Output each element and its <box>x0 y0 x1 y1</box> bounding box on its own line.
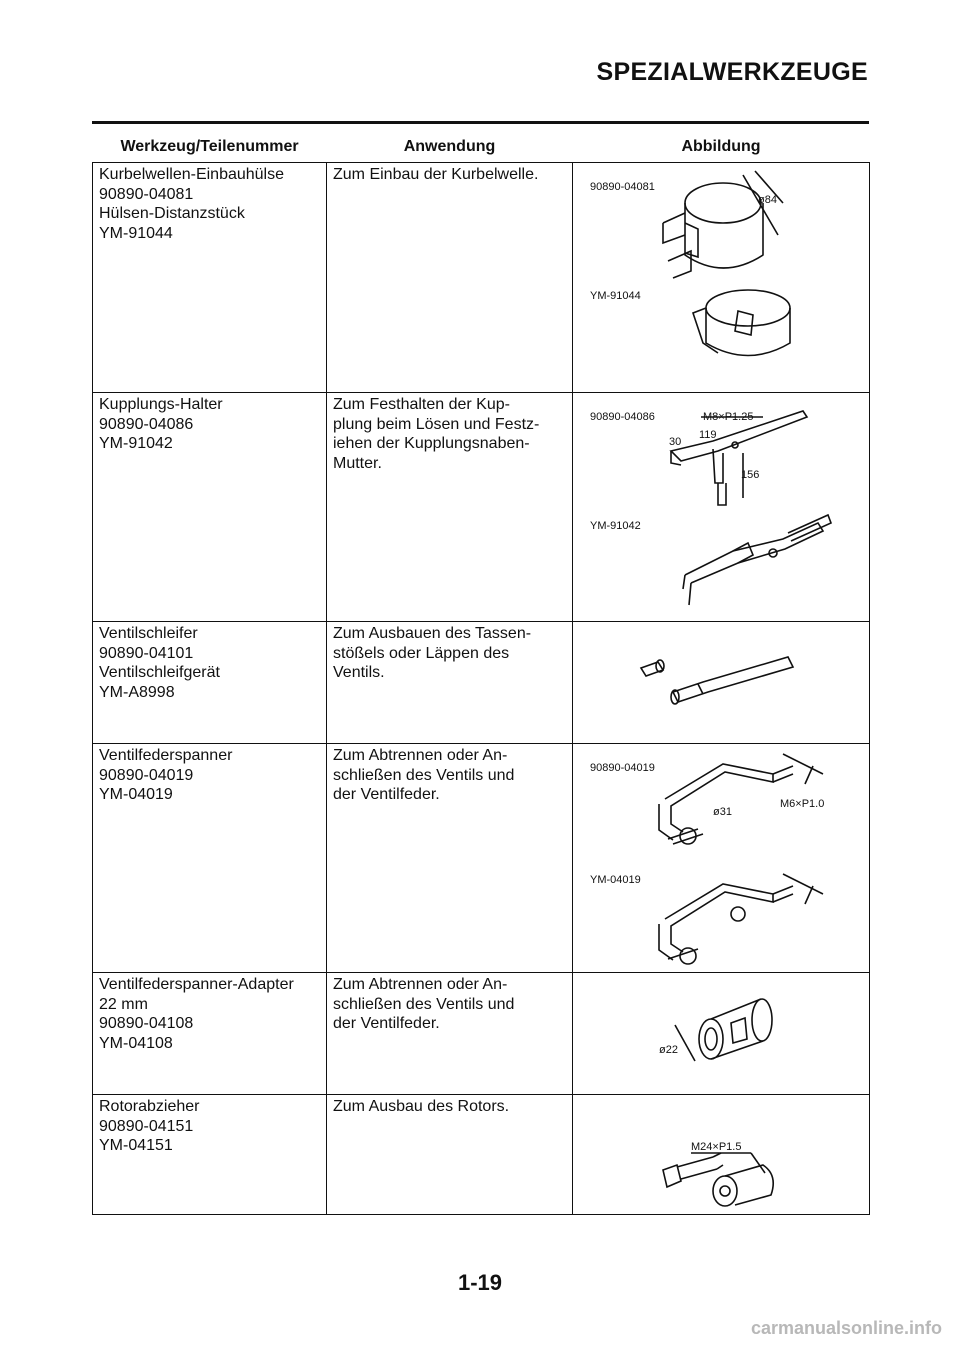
use-cell <box>327 393 573 622</box>
use-line: schließen des Ventils und <box>333 995 515 1013</box>
table-row <box>93 393 870 622</box>
use-line: stößels oder Läppen des <box>333 644 510 662</box>
tool-line: YM-A8998 <box>99 683 175 701</box>
tool-line: 90890-04151 <box>99 1117 194 1135</box>
figure-label: 90890-04019 <box>590 762 655 774</box>
use-line: der Ventilfeder. <box>333 1015 440 1032</box>
tool-line: Ventilfederspanner <box>99 747 233 764</box>
valve-spring-compressor-icon <box>573 744 870 970</box>
tool-line: YM-04108 <box>99 1034 173 1052</box>
use-cell <box>327 1095 573 1215</box>
use-line: plung beim Lösen und Festz- <box>333 415 540 433</box>
tool-line: YM-04019 <box>99 786 173 803</box>
use-line: Zum Ausbauen des Tassen- <box>333 625 532 642</box>
page-title: SPEZIALWERKZEUGE <box>596 58 868 86</box>
figure-label: ø84 <box>758 194 777 206</box>
spacer-ring-icon <box>573 163 870 390</box>
table-row <box>93 622 870 744</box>
table-header-row <box>93 132 870 163</box>
tool-line: 90890-04081 <box>99 185 194 203</box>
figure-label: 156 <box>741 469 760 481</box>
tool-line: YM-04151 <box>99 1137 173 1154</box>
use-line: der Ventilfeder. <box>333 786 440 803</box>
tool-line: Rotorabzieher <box>99 1098 200 1115</box>
table-row <box>93 973 870 1095</box>
tool-cell <box>93 1095 327 1215</box>
figure-cell <box>573 163 870 393</box>
tool-line: Ventilschleifer <box>99 625 198 642</box>
figure-label: ø22 <box>659 1044 678 1056</box>
table-row <box>93 1095 870 1215</box>
watermark: carmanualsonline.info <box>750 1318 942 1338</box>
figure-label: 90890-04081 <box>590 181 655 193</box>
tool-line: 90890-04101 <box>99 644 194 662</box>
tool-line: Ventilfederspanner-Adapter <box>99 976 294 993</box>
tool-line: 90890-04019 <box>99 766 194 784</box>
use-line: Zum Festhalten der Kup- <box>333 396 510 413</box>
tool-cell <box>93 393 327 622</box>
tool-line: YM-91042 <box>99 435 173 452</box>
figure-label: M8×P1.25 <box>703 411 754 423</box>
header-use: Anwendung <box>327 132 573 163</box>
figure-label: ø31 <box>713 806 732 818</box>
use-line: iehen der Kupplungsnaben- <box>333 435 530 452</box>
figure-cell <box>573 1095 870 1215</box>
figure-label: 30 <box>669 436 682 448</box>
header-figure: Abbildung <box>573 132 870 163</box>
tool-cell <box>93 622 327 744</box>
use-cell <box>327 622 573 744</box>
adapter-sleeve-icon <box>573 973 870 1092</box>
use-line: Zum Ausbau des Rotors. <box>333 1098 510 1115</box>
figure-label: 119 <box>699 429 717 441</box>
clutch-pliers-icon <box>573 393 870 619</box>
special-tools-table <box>92 132 870 1215</box>
figure-label: M6×P1.0 <box>780 798 825 810</box>
figure-cell <box>573 393 870 622</box>
table-row <box>93 744 870 973</box>
figure-cell <box>573 744 870 973</box>
figure-label: M24×P1.5 <box>691 1141 742 1153</box>
rotor-puller-icon <box>573 1095 870 1212</box>
page-number: 1-19 <box>457 1270 503 1295</box>
header-tool: Werkzeug/Teilenummer <box>93 132 327 163</box>
tool-cell <box>93 744 327 973</box>
tool-line: Kupplungs-Halter <box>99 396 223 413</box>
tool-line: YM-91044 <box>99 224 173 242</box>
use-cell <box>327 973 573 1095</box>
figure-label: 90890-04086 <box>590 411 655 423</box>
use-cell <box>327 744 573 973</box>
figure-label: YM-04019 <box>590 874 641 886</box>
use-cell <box>327 163 573 393</box>
use-line: Mutter. <box>333 454 382 472</box>
use-line: schließen des Ventils und <box>333 766 515 784</box>
tool-cell <box>93 163 327 393</box>
use-line: Zum Abtrennen oder An- <box>333 747 508 764</box>
tool-line: 22 mm <box>99 995 148 1013</box>
figure-label: YM-91044 <box>590 290 641 302</box>
figure-cell <box>573 973 870 1095</box>
tool-line: Kurbelwellen-Einbauhülse <box>99 166 285 183</box>
use-line: Ventils. <box>333 664 385 681</box>
title-rule <box>92 121 869 124</box>
valve-lapper-icon <box>573 622 870 741</box>
table-row <box>93 163 870 393</box>
tool-line: 90890-04108 <box>99 1015 194 1032</box>
figure-label: YM-91042 <box>590 520 641 532</box>
use-line: Zum Abtrennen oder An- <box>333 976 508 993</box>
tool-cell <box>93 973 327 1095</box>
figure-cell <box>573 622 870 744</box>
tool-line: Hülsen-Distanzstück <box>99 205 245 222</box>
tool-line: Ventilschleifgerät <box>99 664 220 681</box>
tool-line: 90890-04086 <box>99 415 194 433</box>
use-line: Zum Einbau der Kurbelwelle. <box>333 166 539 183</box>
